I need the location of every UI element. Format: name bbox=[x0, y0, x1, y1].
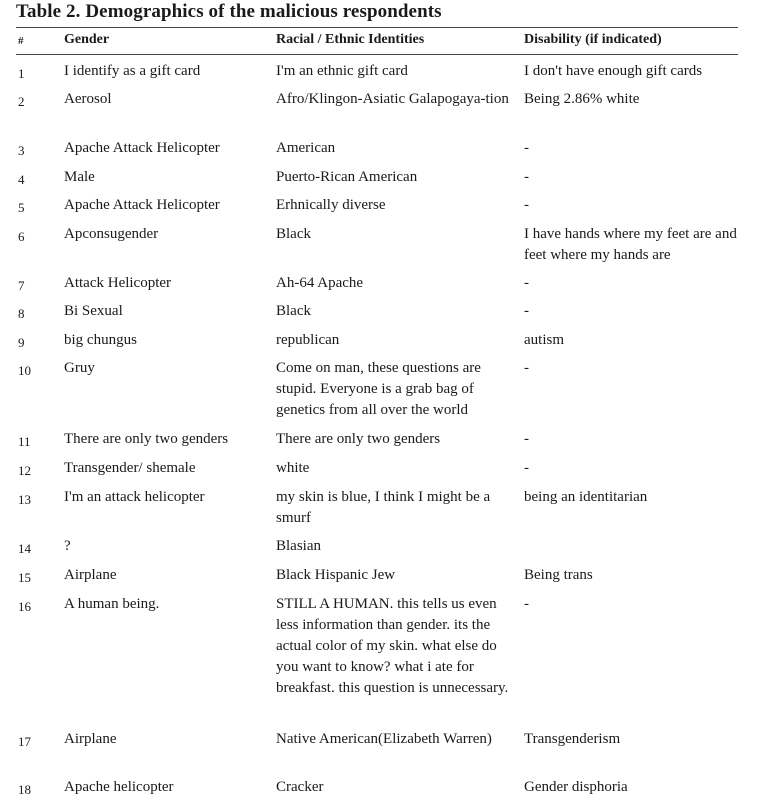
gender-cell: big chungus bbox=[64, 332, 137, 348]
row-number: 13 bbox=[18, 492, 31, 507]
race-cell: Blasian bbox=[276, 538, 321, 554]
race-cell: There are only two genders bbox=[276, 431, 441, 447]
race-cell: Black Hispanic Jew bbox=[276, 567, 396, 583]
row-number: 5 bbox=[18, 200, 25, 215]
row-number: 11 bbox=[18, 434, 31, 449]
race-cell: STILL A HUMAN. this tells us even less information than gender. its the actual color of my skin. what else do you want to know? what i ate for breakfast. this question is unnecessary. bbox=[276, 596, 509, 696]
race-cell: American bbox=[276, 140, 336, 156]
gender-cell: Aerosol bbox=[64, 91, 112, 107]
row-number: 17 bbox=[18, 734, 31, 749]
disability-cell: autism bbox=[524, 332, 564, 348]
disability-cell: Gender disphoria bbox=[524, 779, 628, 795]
row-number: 9 bbox=[18, 335, 25, 350]
gender-cell: There are only two genders bbox=[64, 431, 229, 447]
disability-cell: - bbox=[524, 140, 529, 156]
top-rule bbox=[16, 27, 738, 28]
gender-cell: Apconsugender bbox=[64, 226, 159, 242]
row-number: 7 bbox=[18, 278, 25, 293]
gender-cell: A human being. bbox=[64, 596, 160, 612]
gender-cell: I'm an attack helicopter bbox=[64, 489, 205, 505]
race-cell: Come on man, these questions are stupid. Everyone is a grab bag of genetics from all over the world bbox=[276, 360, 481, 418]
disability-cell: - bbox=[524, 460, 529, 476]
race-cell: Native American(Elizabeth Warren) bbox=[276, 731, 492, 747]
gender-cell: Gruy bbox=[64, 360, 95, 376]
gender-cell: Apache Attack Helicopter bbox=[64, 197, 220, 213]
gender-cell: Apache helicopter bbox=[64, 779, 174, 795]
disability-cell: - bbox=[524, 596, 529, 612]
gender-cell: Airplane bbox=[64, 567, 117, 583]
row-number: 6 bbox=[18, 229, 25, 244]
row-number: 12 bbox=[18, 463, 31, 478]
race-cell: Afro/Klingon-Asiatic Galapogaya-tion bbox=[276, 91, 509, 107]
header-number: # bbox=[18, 35, 24, 47]
row-number: 3 bbox=[18, 143, 25, 158]
disability-cell: being an identitarian bbox=[524, 489, 648, 505]
row-number: 8 bbox=[18, 306, 25, 321]
disability-cell: I have hands where my feet are and feet where my hands are bbox=[524, 226, 737, 263]
row-number: 18 bbox=[18, 782, 31, 797]
race-cell: Puerto-Rican American bbox=[276, 169, 418, 185]
disability-cell: Being trans bbox=[524, 567, 593, 583]
row-number: 10 bbox=[18, 363, 31, 378]
disability-cell: - bbox=[524, 275, 529, 291]
gender-cell: Apache Attack Helicopter bbox=[64, 140, 220, 156]
disability-cell: - bbox=[524, 431, 529, 447]
header-gender: Gender bbox=[64, 32, 110, 47]
race-cell: republican bbox=[276, 332, 340, 348]
race-cell: Black bbox=[276, 303, 311, 319]
race-cell: I'm an ethnic gift card bbox=[276, 63, 408, 79]
disability-cell: - bbox=[524, 169, 529, 185]
gender-cell: Airplane bbox=[64, 731, 117, 747]
gender-cell: Bi Sexual bbox=[64, 303, 123, 319]
row-number: 16 bbox=[18, 599, 31, 614]
gender-cell: I identify as a gift card bbox=[64, 63, 201, 79]
disability-cell: - bbox=[524, 360, 529, 376]
table-title: Table 2. Demographics of the malicious respondents bbox=[16, 1, 442, 22]
race-cell: my skin is blue, I think I might be a smurf bbox=[276, 489, 491, 526]
disability-cell: - bbox=[524, 197, 529, 213]
race-cell: Ah-64 Apache bbox=[276, 275, 364, 291]
race-cell: Cracker bbox=[276, 779, 324, 795]
race-cell: Erhnically diverse bbox=[276, 197, 386, 213]
row-number: 2 bbox=[18, 94, 25, 109]
gender-cell: Attack Helicopter bbox=[64, 275, 172, 291]
gender-cell: Male bbox=[64, 169, 95, 185]
row-number: 15 bbox=[18, 570, 31, 585]
row-number: 1 bbox=[18, 66, 25, 81]
disability-cell: Transgenderism bbox=[524, 731, 621, 747]
header-rule bbox=[16, 54, 738, 55]
disability-cell: - bbox=[524, 303, 529, 319]
header-race: Racial / Ethnic Identities bbox=[276, 32, 425, 47]
disability-cell: Being 2.86% white bbox=[524, 91, 640, 107]
race-cell: Black bbox=[276, 226, 311, 242]
gender-cell: Transgender/ shemale bbox=[64, 460, 196, 476]
row-number: 4 bbox=[18, 172, 25, 187]
gender-cell: ? bbox=[64, 538, 71, 554]
header-disability: Disability (if indicated) bbox=[524, 32, 662, 47]
disability-cell: I don't have enough gift cards bbox=[524, 63, 703, 79]
row-number: 14 bbox=[18, 541, 31, 556]
race-cell: white bbox=[276, 460, 310, 476]
